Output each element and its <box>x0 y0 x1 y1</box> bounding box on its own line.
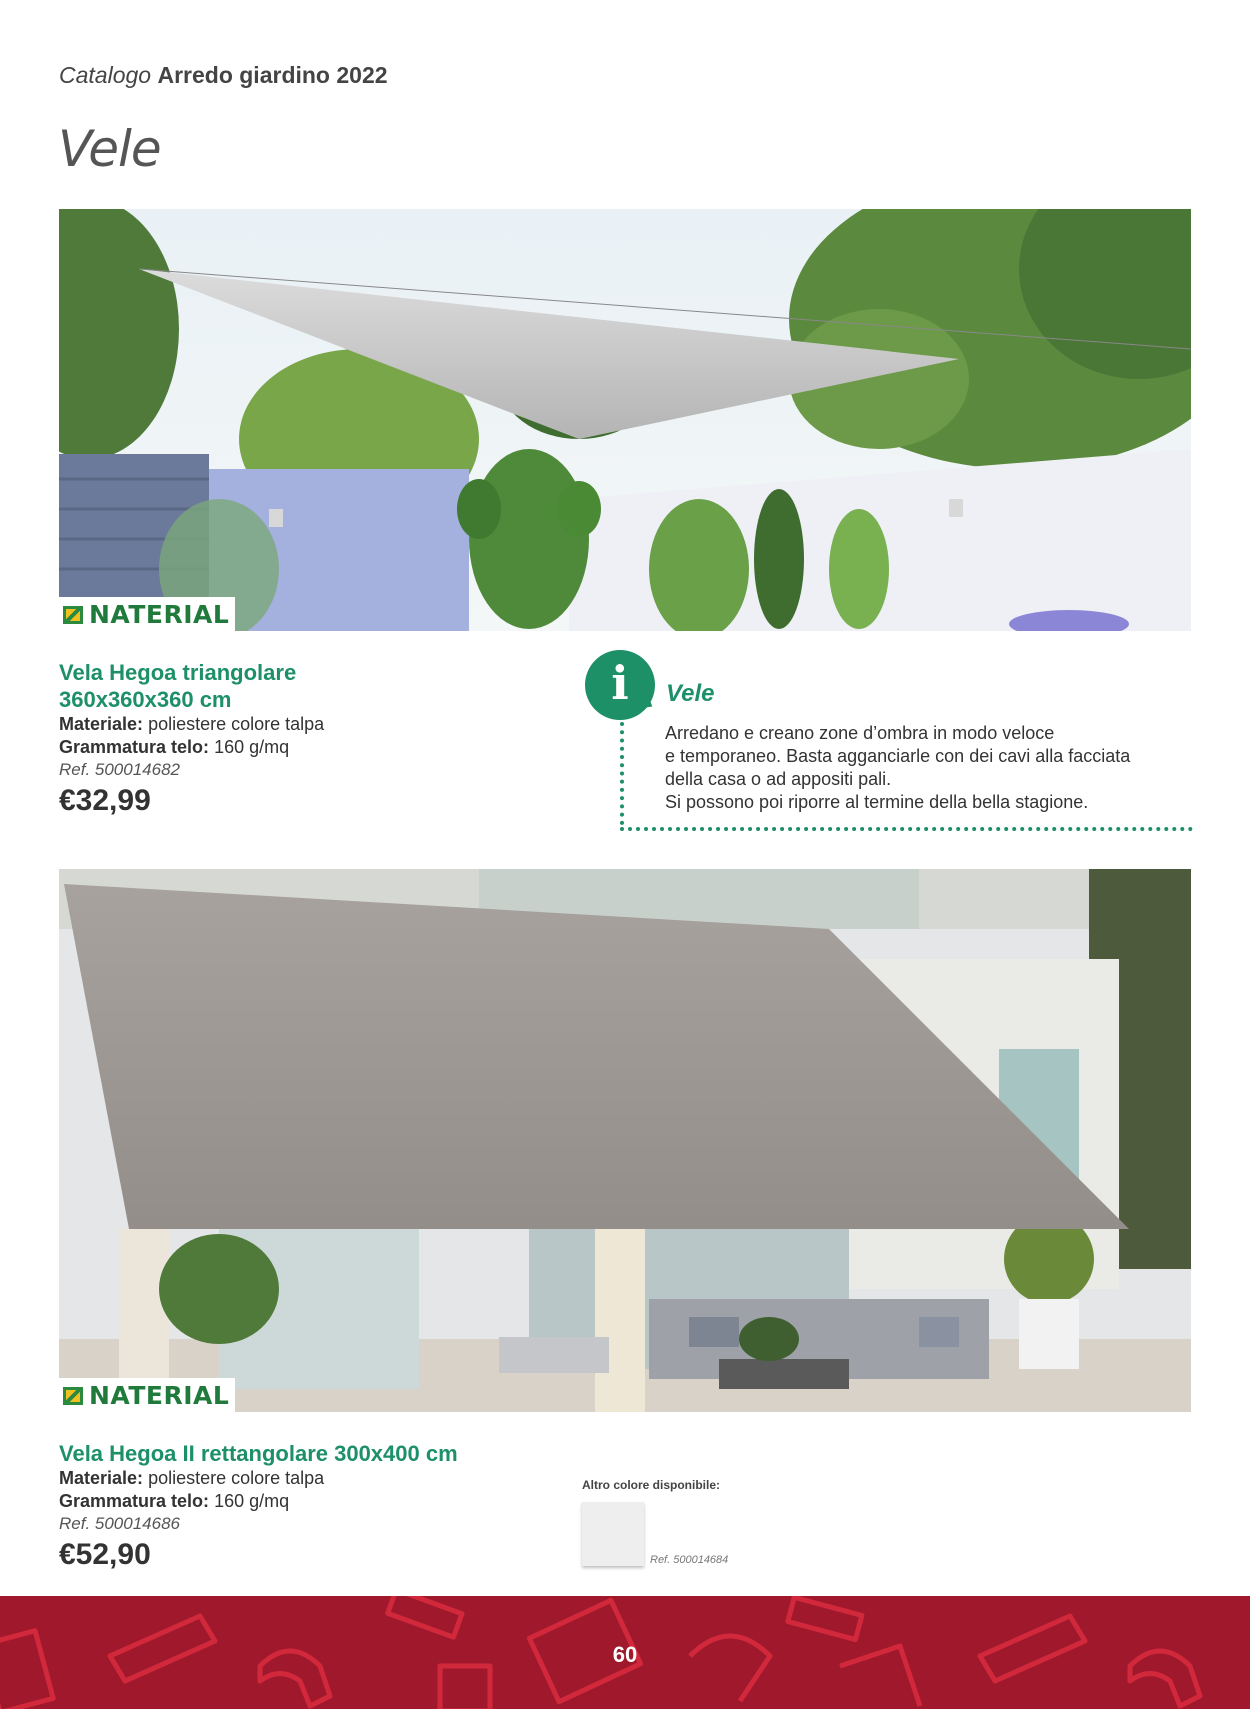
info-box <box>585 650 1193 834</box>
footer-band <box>0 1596 1250 1709</box>
weight-label: Grammatura telo: <box>59 1491 210 1511</box>
naterial-logo-icon <box>63 1387 83 1405</box>
info-glyph: i <box>611 656 629 710</box>
material-label: Materiale: <box>59 1468 144 1488</box>
brand-name: NATERIAL <box>89 600 230 629</box>
material-value: poliestere colore talpa <box>148 714 325 734</box>
product-name: Vela Hegoa II rettangolare 300x400 cm <box>59 1441 458 1466</box>
info-icon <box>585 650 655 720</box>
alt-color-ref: Ref. 500014684 <box>650 1554 729 1566</box>
catalog-title: Arredo giardino 2022 <box>157 62 388 88</box>
product-price: €32,99 <box>59 784 151 817</box>
weight-value: 160 g/mq <box>214 737 290 757</box>
catalog-label: Catalogo <box>59 62 152 88</box>
product-photo-triangular-sail <box>59 209 1191 631</box>
product-card-rectangular <box>59 1440 619 1573</box>
weight-spec <box>59 1490 619 1513</box>
garden-scene-image <box>59 209 1191 631</box>
dotted-divider-horizontal <box>620 827 1193 831</box>
info-line: della casa o ad appositi pali. <box>665 769 892 789</box>
brand-name: NATERIAL <box>89 1381 230 1410</box>
product-photo-rectangular-sail <box>59 869 1191 1412</box>
info-line: Si possono poi riporre al termine della bella stagione. <box>665 792 1089 812</box>
weight-label: Grammatura telo: <box>59 737 210 757</box>
naterial-logo-icon <box>63 606 83 624</box>
weight-value: 160 g/mq <box>214 1491 290 1511</box>
info-text <box>665 722 1195 814</box>
material-label: Materiale: <box>59 714 144 734</box>
brand-badge <box>59 597 235 631</box>
weight-spec <box>59 736 539 759</box>
product-ref: Ref. 500014686 <box>59 1514 180 1533</box>
material-spec <box>59 713 539 736</box>
alt-color-option <box>582 1478 729 1566</box>
dotted-divider-vertical <box>620 722 624 825</box>
catalog-header <box>59 62 388 89</box>
info-line: Arredano e creano zone d’ombra in modo veloce <box>665 723 1055 743</box>
product-price: €52,90 <box>59 1538 151 1571</box>
material-value: poliestere colore talpa <box>148 1468 325 1488</box>
product-name-line1: Vela Hegoa triangolare <box>59 660 297 685</box>
product-name <box>59 659 539 713</box>
product-ref: Ref. 500014682 <box>59 760 180 779</box>
info-title: Vele <box>666 680 715 707</box>
material-spec <box>59 1467 619 1490</box>
page-number: 60 <box>612 1642 638 1667</box>
alt-color-label: Altro colore disponibile: <box>582 1478 721 1492</box>
product-card-triangular <box>59 659 539 819</box>
info-line: e temporaneo. Basta agganciarle con dei cavi alla facciata <box>665 746 1131 766</box>
terrace-scene-image <box>59 869 1191 1412</box>
product-name-line2: 360x360x360 cm <box>59 687 232 712</box>
section-title: Vele <box>58 120 161 178</box>
color-swatch <box>582 1502 644 1566</box>
brand-badge <box>59 1378 235 1412</box>
